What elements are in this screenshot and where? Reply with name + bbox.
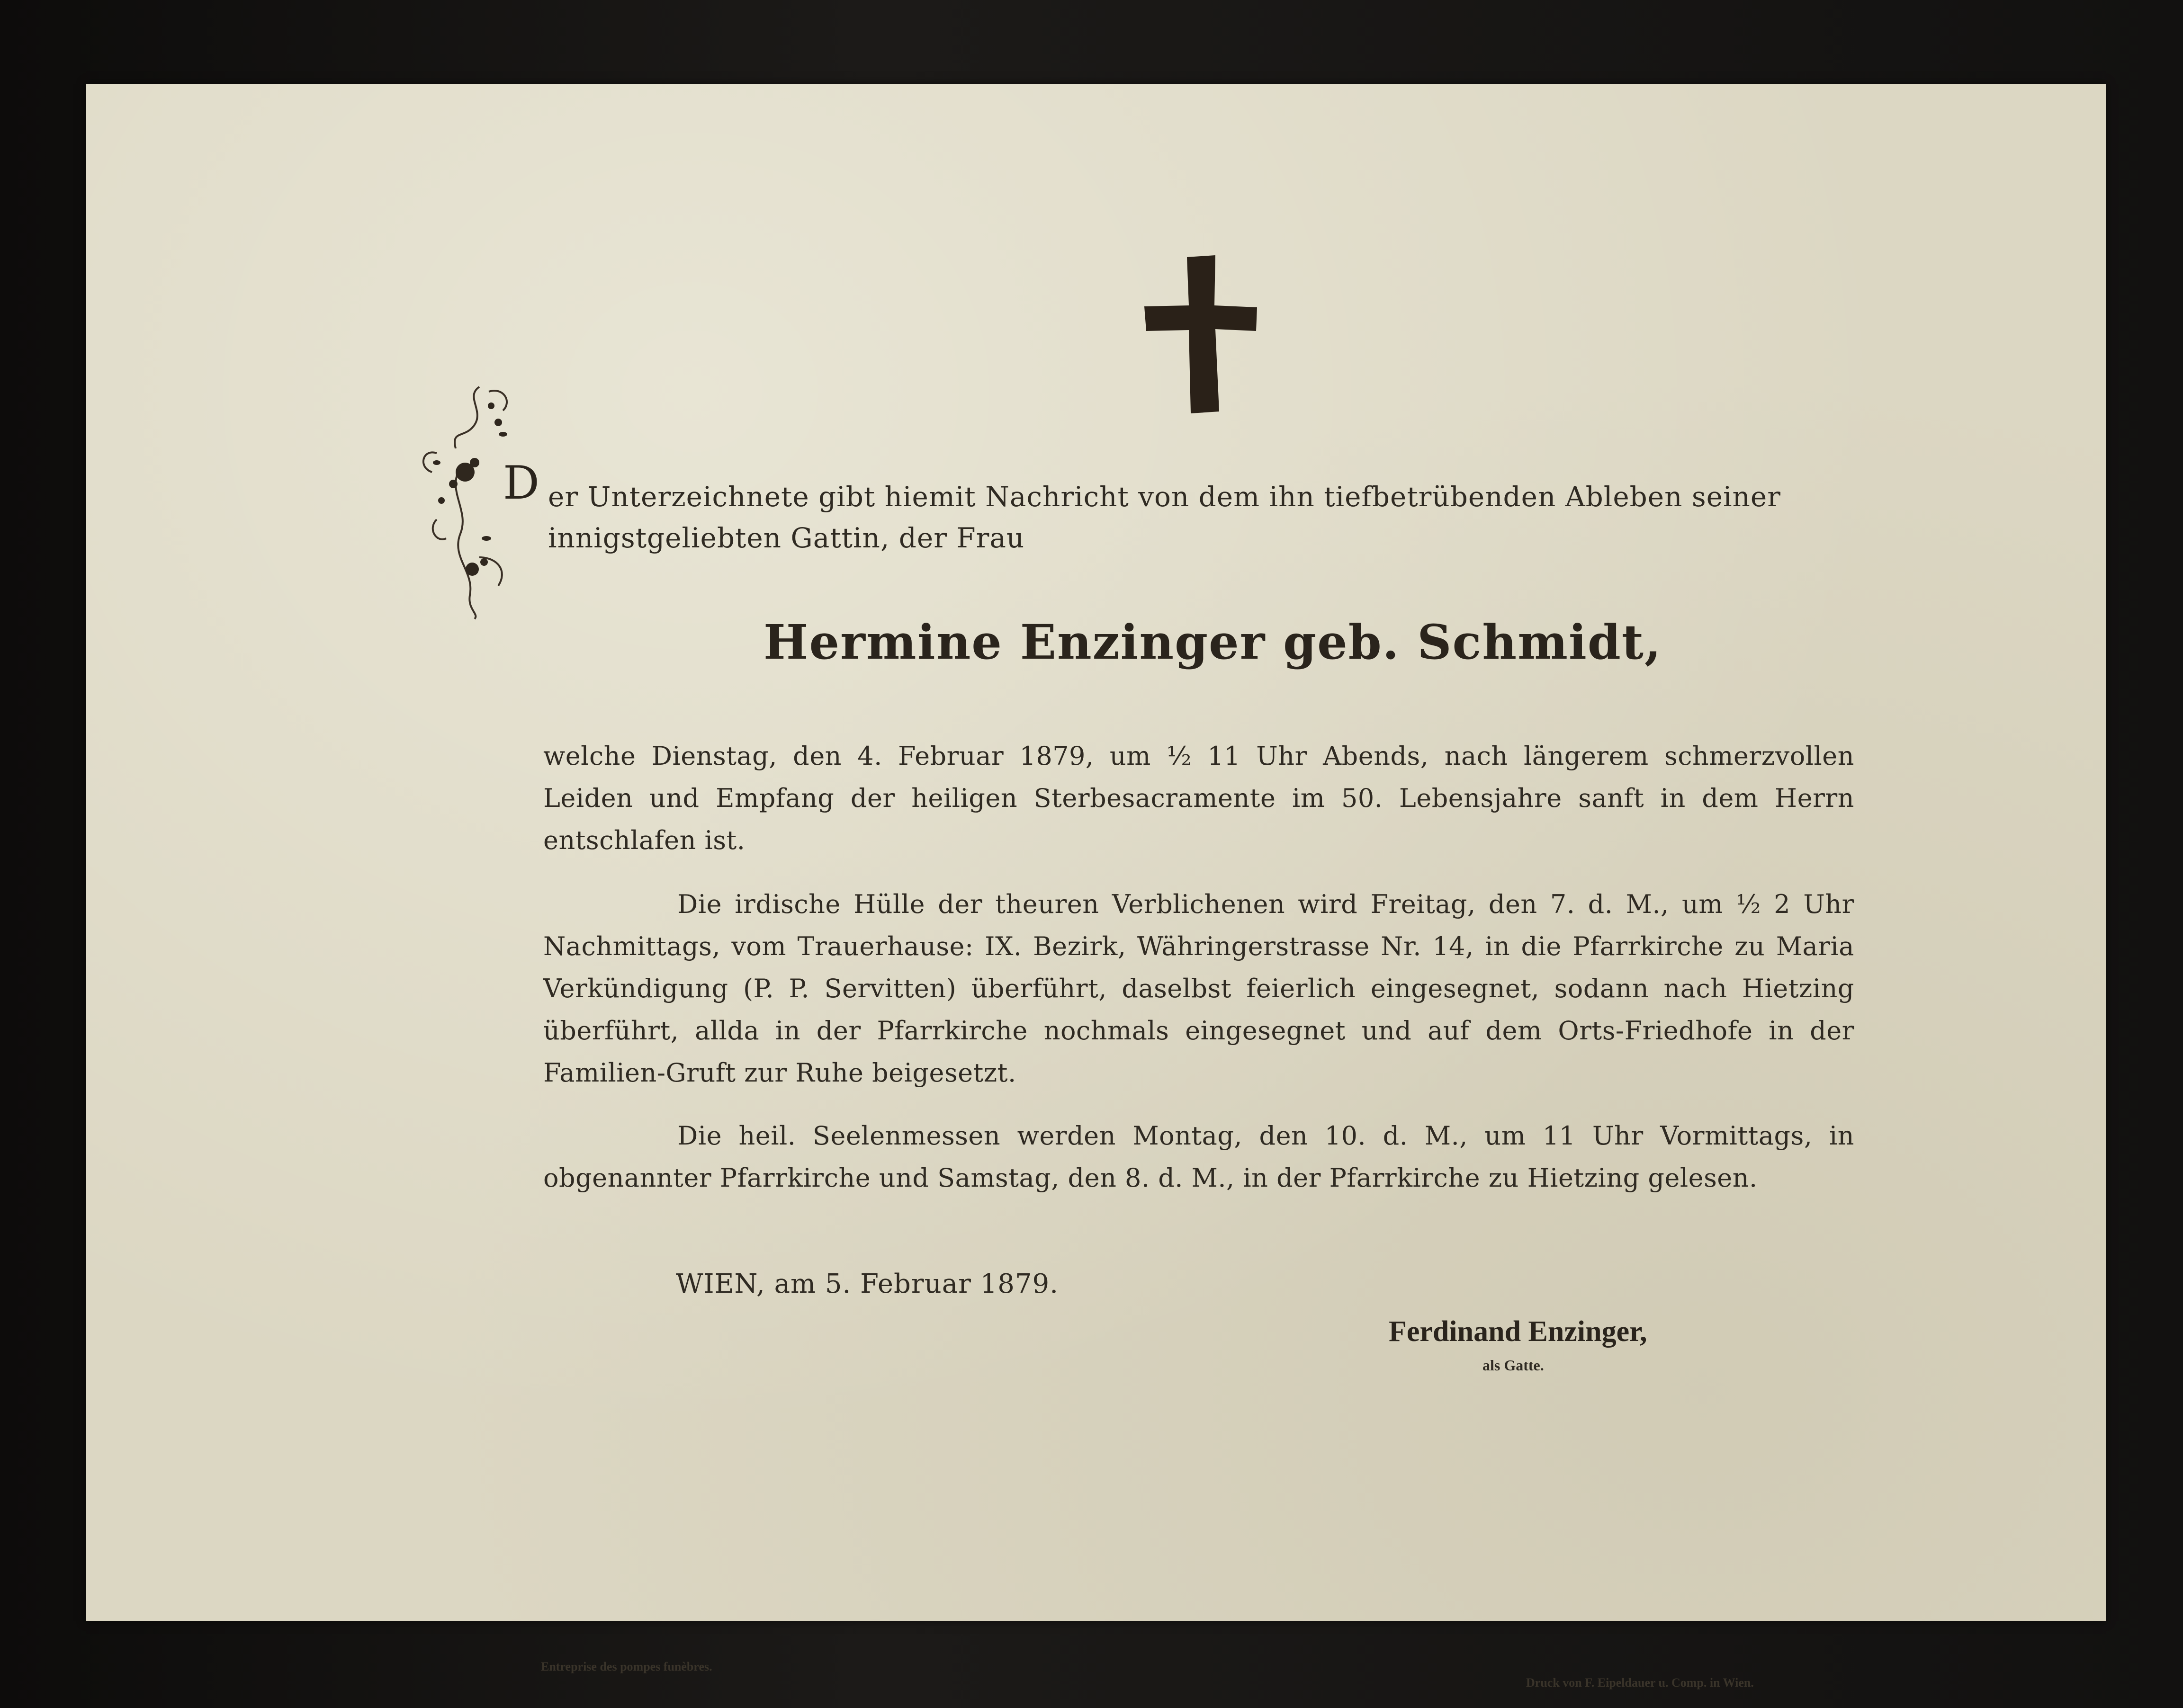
cross-icon bbox=[1143, 255, 1259, 413]
dateline: WIEN, am 5. Februar 1879. bbox=[676, 1269, 1059, 1299]
intro-line-2: innigstgeliebten Gattin, der Frau bbox=[548, 522, 1025, 554]
undertaker-credit: Entreprise des pompes funèbres. bbox=[541, 1660, 712, 1673]
printer-credit: Druck von F. Eipeldauer u. Comp. in Wien. bbox=[1526, 1676, 1754, 1690]
paragraph-death-details: welche Dienstag, den 4. Februar 1879, um ½ 11 Uhr Abends, nach längerem schmerzvollen Leiden und Empfang der heiligen Sterbesacramente im 50. Lebensjahre sanft in dem Herrn entschlafen ist. bbox=[543, 741, 1854, 855]
drop-cap-letter: D bbox=[503, 456, 539, 510]
paragraph-funeral-procession: Die irdische Hülle der theuren Verblichenen wird Freitag, den 7. d. M., um ½ 2 Uhr Nachmittags, vom Trauerhause: IX. Bezirk, Währingerstrasse Nr. 14, in die Pfarrkirche zu Maria Verkündigung (P. P. Servitten) überführt, daselbst feierlich eingesegnet, sodann nach Hietzing überführt, allda in der Pfarrkirche nochmals eingesegnet und auf dem Orts-Friedhofe in der Familien-Gruft zur Ruhe beigesetzt. bbox=[543, 889, 1854, 1088]
death-notice-sheet bbox=[86, 84, 2106, 1690]
signer-name: Ferdinand Enzinger, bbox=[1389, 1315, 1647, 1348]
deceased-name-heading: Hermine Enzinger geb. Schmidt, bbox=[764, 614, 1662, 670]
signer-role: als Gatte. bbox=[1482, 1357, 1544, 1374]
paragraph-requiem-masses: Die heil. Seelenmessen werden Montag, den 10. d. M., um 11 Uhr Vormittags, in obgenannter Pfarrkirche und Samstag, den 8. d. M., in der Pfarrkirche zu Hietzing gelesen. bbox=[543, 1121, 1854, 1193]
intro-line-1: er Unterzeichnete gibt hiemit Nachricht von dem ihn tiefbetrübenden Ableben seiner bbox=[548, 481, 1781, 513]
